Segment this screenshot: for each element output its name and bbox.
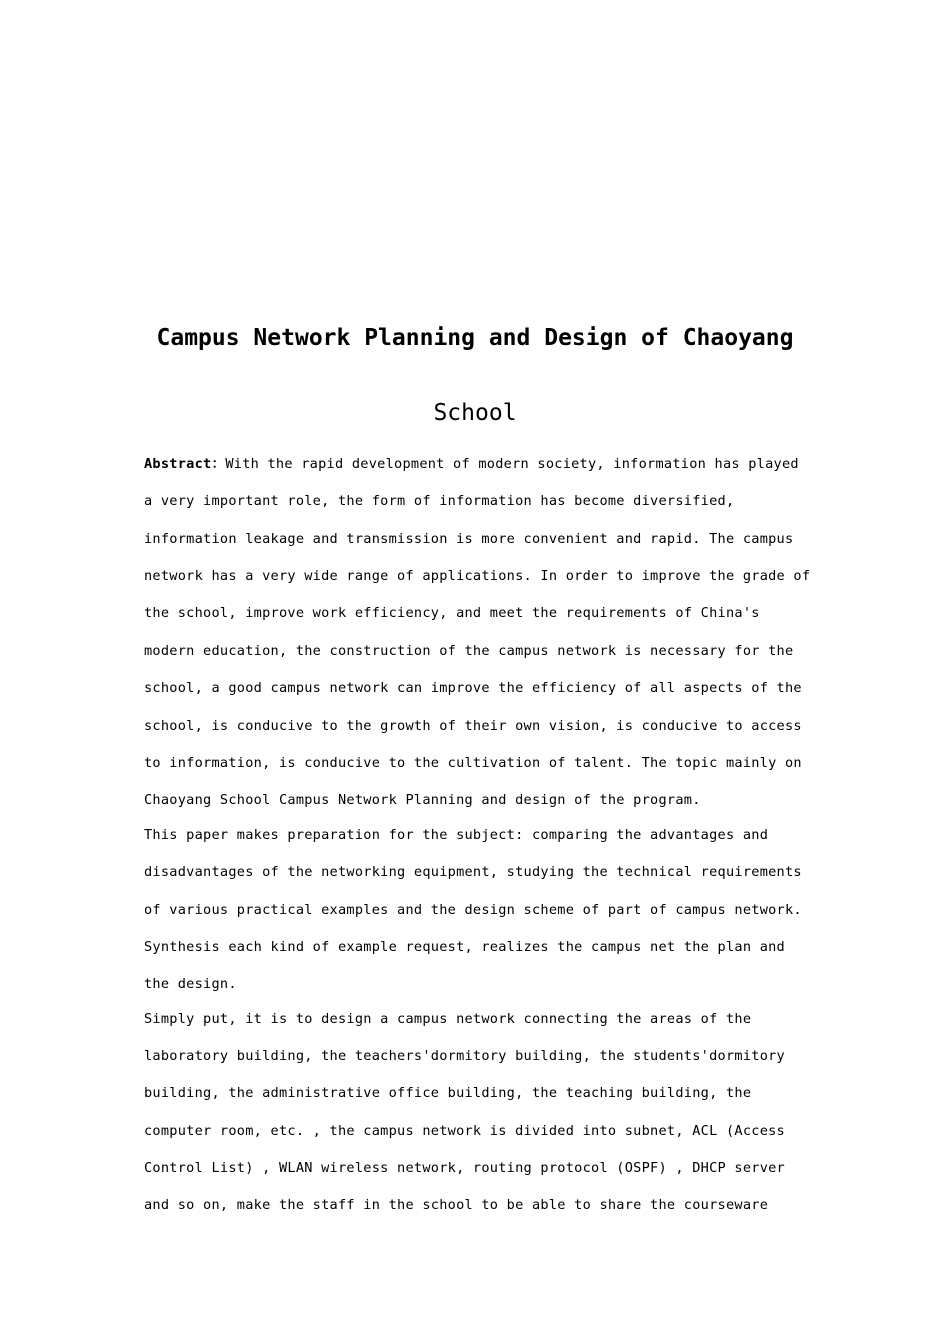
paragraph-line: Synthesis each kind of example request, realizes the campus net the plan and: [144, 939, 785, 955]
paragraph-line: Simply put, it is to design a campus network connecting the areas of the: [144, 1011, 752, 1027]
paragraph-line: the design.: [144, 976, 237, 992]
abstract-line: [144, 454, 799, 474]
abstract-line: school, a good campus network can improve the efficiency of all aspects of the: [144, 680, 802, 696]
document-title-line-2: School: [433, 400, 517, 426]
document-title-line-1: Campus Network Planning and Design of Chaoyang: [156, 325, 794, 351]
abstract-line: to information, is conducive to the cultivation of talent. The topic mainly on: [144, 755, 802, 771]
paragraph-line: disadvantages of the networking equipment, studying the technical requirements: [144, 864, 802, 880]
paragraph-line: Control List) , WLAN wireless network, routing protocol (OSPF) , DHCP server: [144, 1160, 785, 1176]
paragraph-line: of various practical examples and the design scheme of part of campus network.: [144, 902, 802, 918]
paragraph-line: laboratory building, the teachers'dormitory building, the students'dormitory: [144, 1048, 785, 1064]
abstract-label: Abstract：: [144, 456, 226, 472]
abstract-line: network has a very wide range of applications. In order to improve the grade of: [144, 568, 811, 584]
abstract-line: the school, improve work efficiency, and meet the requirements of China's: [144, 605, 760, 621]
abstract-line-text: With the rapid development of modern society, information has played: [225, 456, 799, 472]
paragraph-line: This paper makes preparation for the subject: comparing the advantages and: [144, 827, 769, 843]
paragraph-line: computer room, etc. , the campus network is divided into subnet, ACL (Access: [144, 1123, 785, 1139]
abstract-line: Chaoyang School Campus Network Planning and design of the program.: [144, 792, 701, 808]
abstract-line: modern education, the construction of the campus network is necessary for the: [144, 643, 794, 659]
abstract-line: information leakage and transmission is more convenient and rapid. The campus: [144, 531, 794, 547]
abstract-line: school, is conducive to the growth of their own vision, is conducive to access: [144, 718, 802, 734]
paragraph-line: building, the administrative office building, the teaching building, the: [144, 1085, 752, 1101]
abstract-line: a very important role, the form of information has become diversified,: [144, 493, 735, 509]
paragraph-line: and so on, make the staff in the school to be able to share the courseware: [144, 1197, 769, 1213]
